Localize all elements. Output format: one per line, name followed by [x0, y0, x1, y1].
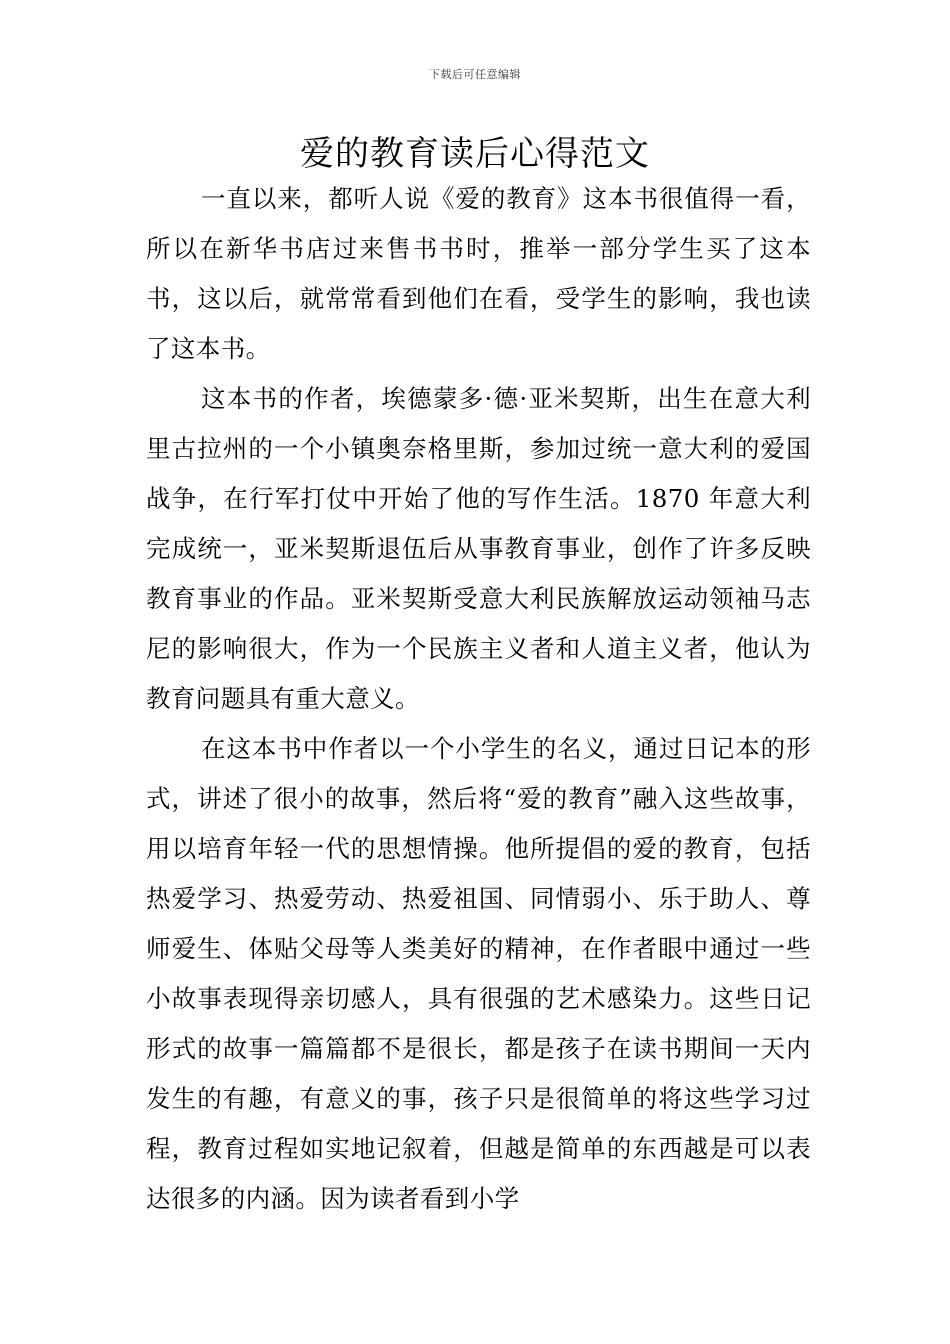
- paragraph-1: 一直以来，都听人说《爱的教育》这本书很值得一看，所以在新华书店过来售书书时，推举一部分学生买了这本书，这以后，就常常看到他们在看，受学生的影响，我也读了这本书。: [146, 184, 811, 363]
- document-body: [146, 174, 811, 1224]
- header-note: 下载后可任意编辑: [429, 68, 521, 81]
- paragraph-3: 在这本书中作者以一个小学生的名义，通过日记本的形式，讲述了很小的故事，然后将“爱的教育”融入这些故事，用以培育年轻一代的思想情操。他所提倡的爱的教育，包括热爱学习、热爱劳动、热爱祖国、同情弱小、乐于助人、尊师爱生、体贴父母等人类美好的精神，在作者眼中通过一些小故事表现得亲切感人，具有很强的艺术感染力。这些日记形式的故事一篇篇都不是很长，都是孩子在读书期间一天内发生的有趣，有意义的事，孩子只是很简单的将这些学习过程，教育过程如实地记叙着，但越是简单的东西越是可以表达很多的内涵。因为读者看到小学: [146, 734, 811, 1213]
- paragraph-2: 这本书的作者，埃德蒙多·德·亚米契斯，出生在意大利里古拉州的一个小镇奥奈格里斯，参加过统一意大利的爱国战争，在行军打仗中开始了他的写作生活。1870 年意大利完成统一，亚米契斯退伍后从事教育事业，创作了许多反映教育事业的作品。亚米契斯受意大利民族解放运动领袖马志尼的影响很大，作为一个民族主义者和人道主义者，他认为教育问题具有重大意义。: [146, 384, 811, 713]
- document-title: 爱的教育读后心得范文: [300, 134, 650, 174]
